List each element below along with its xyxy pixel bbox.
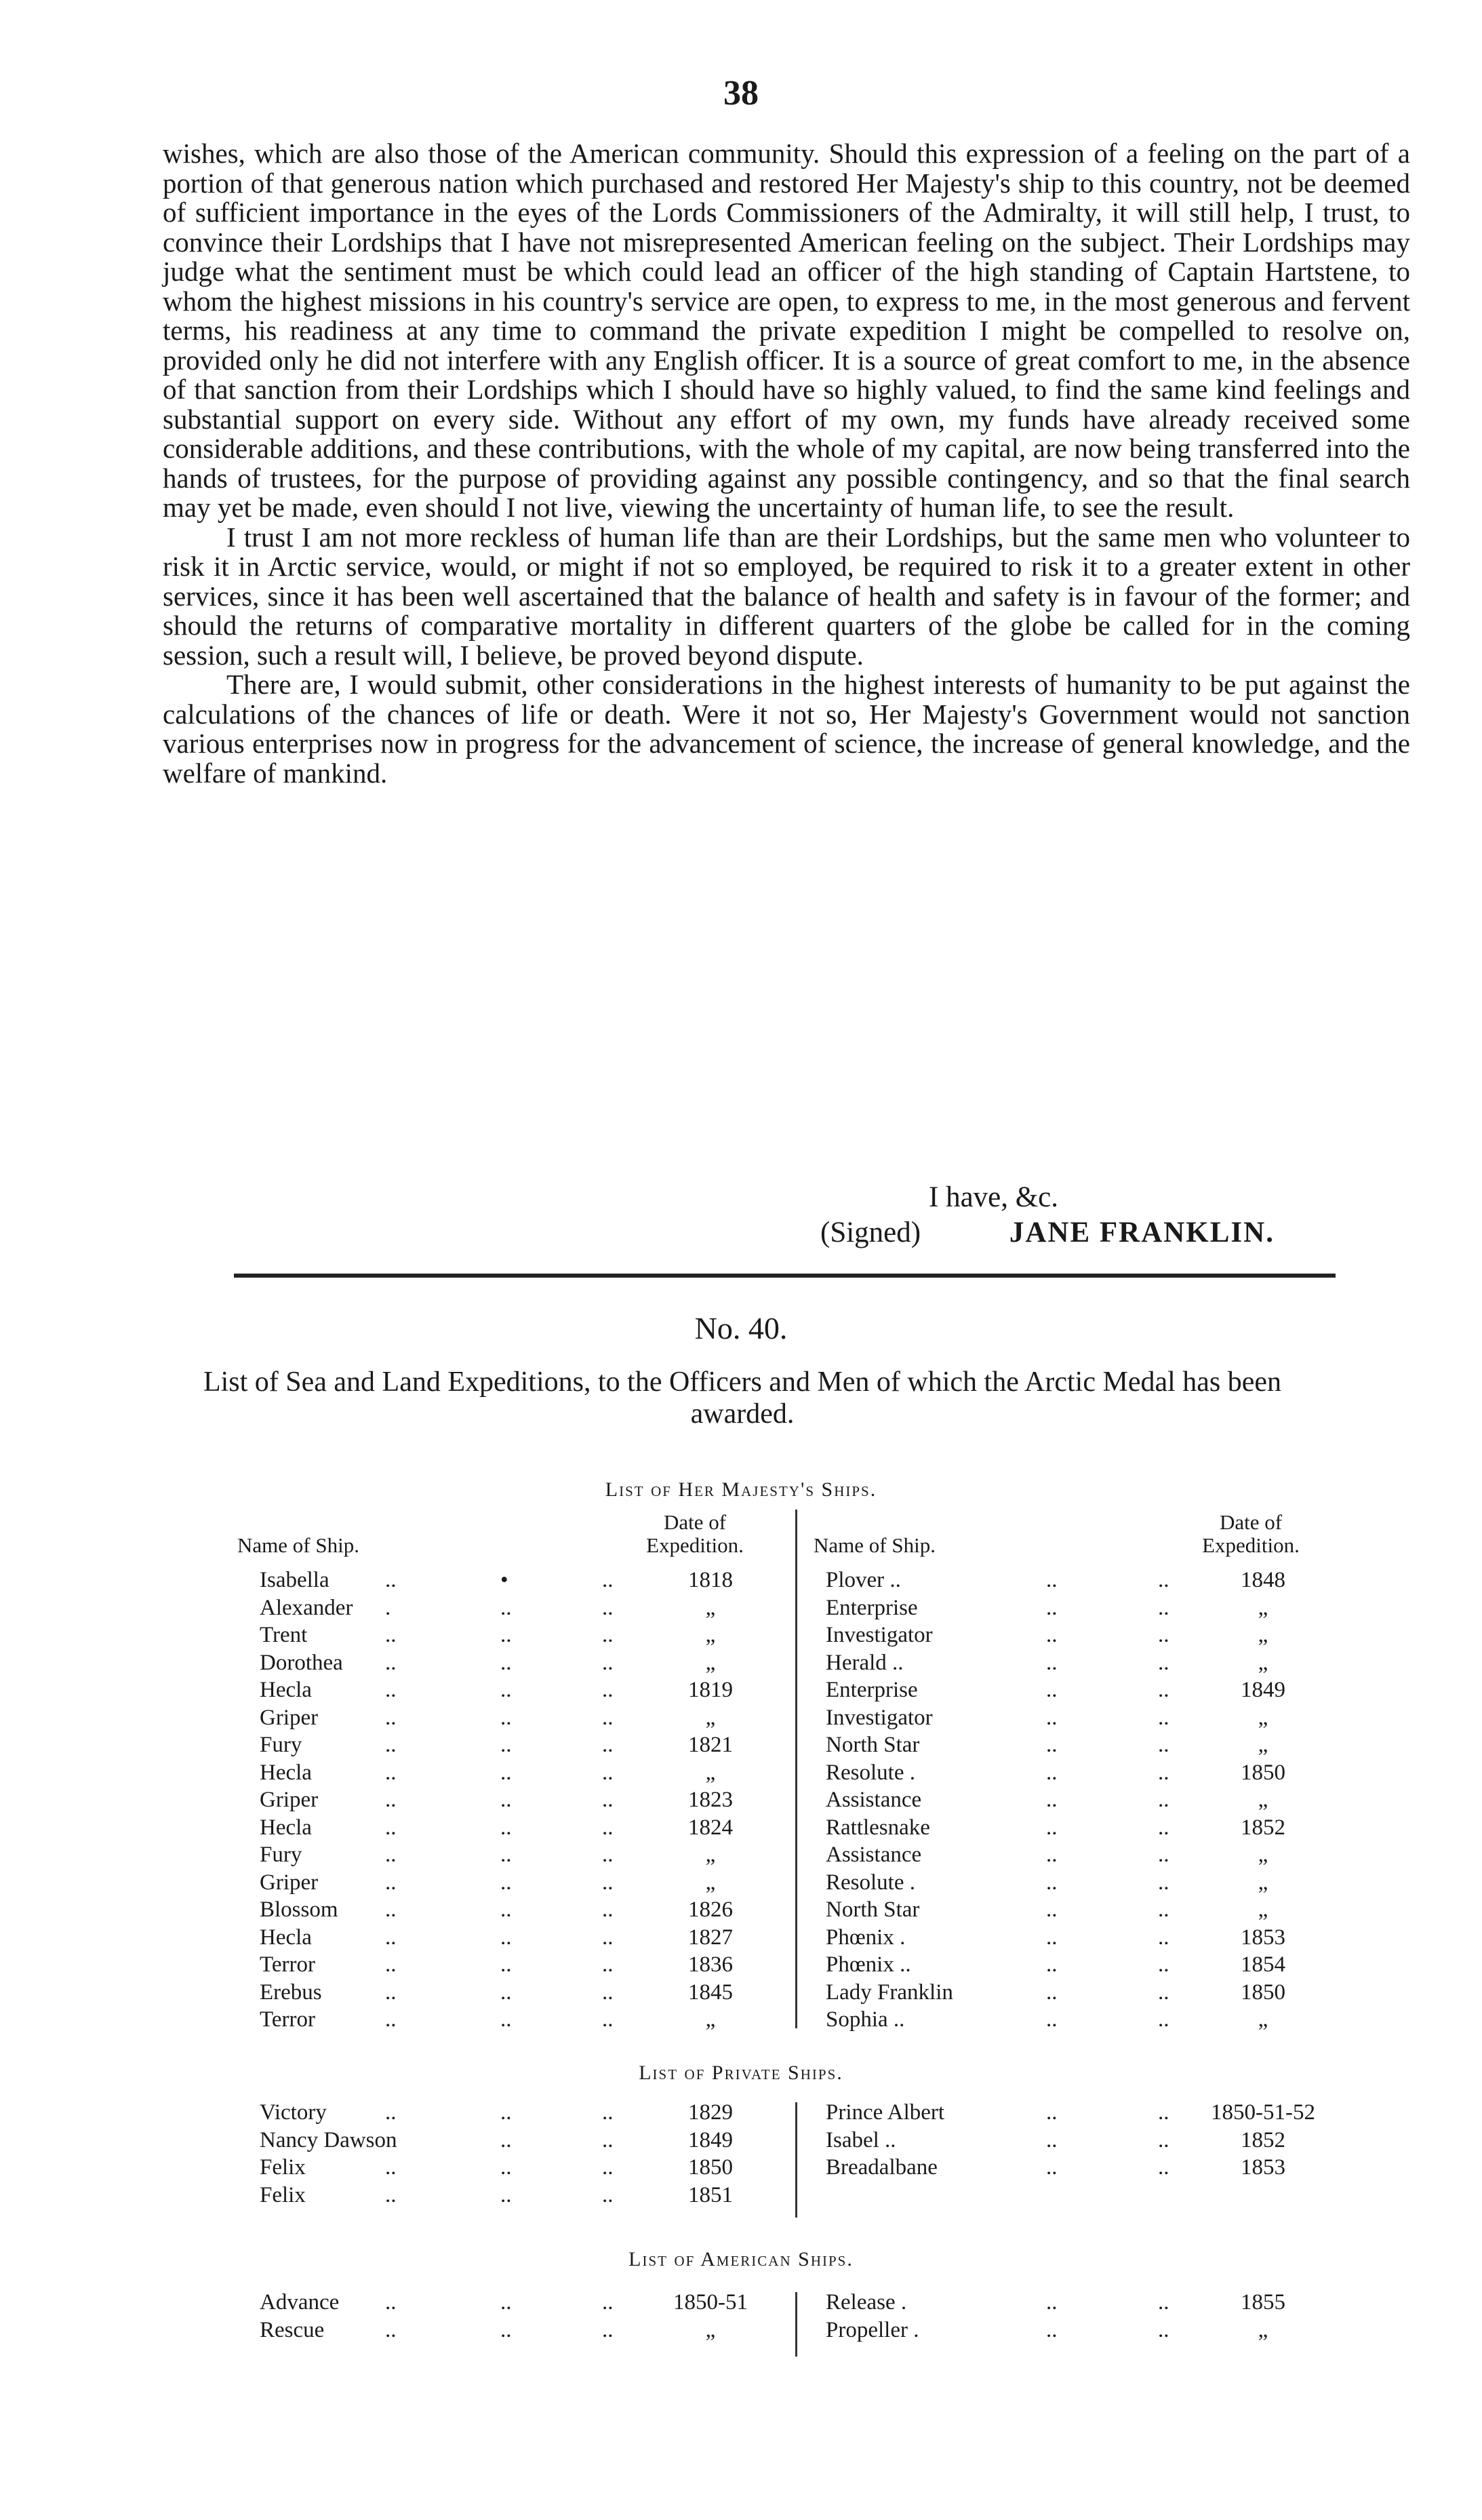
leader-dots: .. xyxy=(500,1870,512,1895)
leader-dots: .. xyxy=(602,1568,614,1592)
leader-dots: .. xyxy=(500,1788,512,1812)
table-row xyxy=(260,1567,761,1594)
table-row xyxy=(826,2317,1341,2344)
leader-dots: .. xyxy=(500,1815,512,1840)
leader-dots: .. xyxy=(500,1678,512,1702)
leader-dots: .. xyxy=(1046,2155,1058,2180)
leader-dots: .. xyxy=(1158,1733,1169,1757)
private-ships-left-list xyxy=(260,2099,761,2209)
ship-name: Hecla xyxy=(260,1815,312,1840)
table-row xyxy=(260,2006,761,2034)
ship-name: Phœnix .. xyxy=(826,1952,911,1977)
expedition-year: 1850 xyxy=(1241,1760,1285,1785)
leader-dots: .. xyxy=(602,1815,614,1840)
leader-dots: .. xyxy=(1158,1925,1169,1950)
expedition-year: 1853 xyxy=(1241,1925,1285,1950)
horizontal-rule xyxy=(234,1274,1336,1278)
ship-name: Hecla xyxy=(260,1678,312,1702)
ship-name: Fury xyxy=(260,1733,302,1757)
page-number: 38 xyxy=(723,74,759,113)
leader-dots: .. xyxy=(1046,1870,1058,1895)
expedition-year: „ xyxy=(705,2317,716,2342)
leader-dots: .. xyxy=(385,1788,397,1812)
table-row xyxy=(826,1649,1341,1677)
table-row xyxy=(826,1731,1341,1759)
ship-name: Prince Albert xyxy=(826,2100,945,2125)
expedition-year: „ xyxy=(705,1843,716,1867)
leader-dots: .. xyxy=(1158,1595,1169,1620)
leader-dots: .. xyxy=(602,2317,614,2342)
expedition-year: 1850 xyxy=(688,2155,733,2180)
table-row xyxy=(826,2099,1341,2127)
expedition-year: „ xyxy=(1258,1788,1268,1812)
leader-dots: .. xyxy=(602,2182,614,2207)
table-row xyxy=(260,1649,761,1677)
leader-dots: .. xyxy=(1046,2290,1058,2315)
leader-dots: .. xyxy=(385,1815,397,1840)
ship-name: North Star xyxy=(826,1733,920,1757)
ship-name: Enterprise xyxy=(826,1595,918,1620)
leader-dots: .. xyxy=(385,1623,397,1647)
expedition-year: „ xyxy=(705,1623,716,1647)
table-row xyxy=(260,1621,761,1649)
ship-name: Herald .. xyxy=(826,1650,904,1675)
expedition-year: „ xyxy=(705,1595,716,1620)
leader-dots: .. xyxy=(602,1870,614,1895)
leader-dots: .. xyxy=(1158,2007,1169,2032)
section-heading-american: List of American Ships. xyxy=(628,2248,854,2270)
leader-dots: .. xyxy=(1046,1815,1058,1840)
leader-dots: .. xyxy=(602,1897,614,1922)
expedition-year: 1852 xyxy=(1241,2127,1285,2152)
table-row xyxy=(260,1731,761,1759)
leader-dots: .. xyxy=(500,2127,512,2152)
ship-name: Nancy Dawson xyxy=(260,2127,397,2152)
expedition-year: „ xyxy=(705,1870,716,1895)
column-divider xyxy=(795,2292,797,2357)
signed-label: (Signed) xyxy=(820,1217,921,1248)
leader-dots: .. xyxy=(1046,1843,1058,1867)
leader-dots: .. xyxy=(1158,1678,1169,1702)
letter-body xyxy=(163,139,1410,788)
leader-dots: .. xyxy=(385,2182,397,2207)
ship-name: Griper xyxy=(260,1870,319,1895)
expedition-year: „ xyxy=(1258,1843,1268,1867)
leader-dots: .. xyxy=(385,2290,397,2315)
ship-name: Rattlesnake xyxy=(826,1815,930,1840)
expedition-year: 1829 xyxy=(688,2100,733,2125)
leader-dots: .. xyxy=(1046,1788,1058,1812)
leader-dots: .. xyxy=(500,1897,512,1922)
expedition-year: 1853 xyxy=(1241,2155,1285,2180)
ship-name: Investigator xyxy=(826,1623,933,1647)
ship-name: Isabella xyxy=(260,1568,329,1592)
section-heading-private: List of Private Ships. xyxy=(639,2062,843,2084)
ship-name: Assistance xyxy=(826,1788,922,1812)
expedition-year: 1848 xyxy=(1241,1568,1285,1592)
leader-dots: .. xyxy=(500,2155,512,2180)
ship-name: Release . xyxy=(826,2290,907,2315)
leader-dots: • xyxy=(500,1568,508,1592)
leader-dots: .. xyxy=(385,1650,397,1675)
table-row xyxy=(260,1676,761,1704)
table-row xyxy=(260,1704,761,1732)
leader-dots: .. xyxy=(602,2007,614,2032)
leader-dots: .. xyxy=(602,1705,614,1730)
leader-dots: .. xyxy=(1046,1650,1058,1675)
table-row xyxy=(260,1594,761,1622)
ship-name: Hecla xyxy=(260,1925,312,1950)
leader-dots: .. xyxy=(500,1623,512,1647)
signatory-name: JANE FRANKLIN. xyxy=(1009,1217,1275,1248)
leader-dots: .. xyxy=(500,1705,512,1730)
leader-dots: .. xyxy=(602,1733,614,1757)
leader-dots: .. xyxy=(602,1952,614,1977)
ship-name: Sophia .. xyxy=(826,2007,905,2032)
leader-dots: .. xyxy=(1158,1815,1169,1840)
leader-dots: .. xyxy=(385,2317,397,2342)
leader-dots: .. xyxy=(1158,1952,1169,1977)
table-row xyxy=(826,2127,1341,2154)
leader-dots: .. xyxy=(602,1925,614,1950)
leader-dots: .. xyxy=(1046,1897,1058,1922)
leader-dots: .. xyxy=(602,1650,614,1675)
leader-dots: .. xyxy=(1046,1760,1058,1785)
table-row xyxy=(826,1924,1341,1952)
expedition-year: „ xyxy=(1258,2317,1268,2342)
column-header-date-right xyxy=(1193,1511,1308,1557)
table-row xyxy=(260,1951,761,1979)
leader-dots: .. xyxy=(500,2290,512,2315)
leader-dots: .. xyxy=(1158,1705,1169,1730)
expedition-year: „ xyxy=(1258,1897,1268,1922)
expedition-year: „ xyxy=(705,1760,716,1785)
leader-dots: . xyxy=(385,1595,391,1620)
table-row xyxy=(260,1759,761,1787)
leader-dots: .. xyxy=(1046,1623,1058,1647)
ship-name: Victory xyxy=(260,2100,327,2125)
leader-dots: .. xyxy=(385,2007,397,2032)
leader-dots: .. xyxy=(1046,1568,1058,1592)
table-row xyxy=(260,1786,761,1814)
leader-dots: .. xyxy=(1046,1980,1058,2005)
expedition-year: „ xyxy=(705,2007,716,2032)
leader-dots: .. xyxy=(385,1733,397,1757)
table-row xyxy=(826,1814,1341,1842)
private-ships-right-list xyxy=(826,2099,1341,2182)
leader-dots: .. xyxy=(1158,2290,1169,2315)
leader-dots: .. xyxy=(1158,1760,1169,1785)
expedition-year: 1851 xyxy=(688,2182,733,2207)
table-row xyxy=(826,1869,1341,1897)
leader-dots: .. xyxy=(500,1760,512,1785)
american-ships-right-list xyxy=(826,2289,1341,2344)
leader-dots: .. xyxy=(602,2290,614,2315)
table-row xyxy=(826,1704,1341,1732)
expedition-year: 1850-51 xyxy=(673,2290,748,2315)
expedition-year: 1819 xyxy=(688,1678,733,1702)
table-row xyxy=(260,2099,761,2127)
expedition-year: 1849 xyxy=(1241,1678,1285,1702)
leader-dots: .. xyxy=(1158,1843,1169,1867)
expedition-year: 1826 xyxy=(688,1897,733,1922)
expedition-year: 1849 xyxy=(688,2127,733,2152)
expedition-year: 1850-51-52 xyxy=(1211,2100,1315,2125)
column-header-date-left xyxy=(641,1511,749,1557)
ship-name: Investigator xyxy=(826,1705,933,1730)
american-ships-left-list xyxy=(260,2289,761,2344)
leader-dots: .. xyxy=(385,1568,397,1592)
table-row xyxy=(260,1979,761,2007)
leader-dots: .. xyxy=(602,1595,614,1620)
expedition-year: „ xyxy=(1258,1870,1268,1895)
expedition-year: 1824 xyxy=(688,1815,733,1840)
leader-dots: .. xyxy=(602,1623,614,1647)
leader-dots: .. xyxy=(385,2155,397,2180)
column-header-name-left: Name of Ship. xyxy=(237,1533,359,1557)
expedition-year: 1850 xyxy=(1241,1980,1285,2005)
ship-name: Fury xyxy=(260,1843,302,1867)
leader-dots: .. xyxy=(385,1952,397,1977)
ship-name: Advance xyxy=(260,2290,340,2315)
leader-dots: .. xyxy=(500,2317,512,2342)
leader-dots: .. xyxy=(602,1788,614,1812)
ship-name: Phœnix . xyxy=(826,1925,906,1950)
leader-dots: .. xyxy=(602,1760,614,1785)
expedition-year: „ xyxy=(1258,1623,1268,1647)
ship-name: Griper xyxy=(260,1705,319,1730)
table-row xyxy=(826,1676,1341,1704)
expedition-year: „ xyxy=(1258,1705,1268,1730)
header-line: Date of xyxy=(1219,1510,1283,1534)
leader-dots: .. xyxy=(1158,1897,1169,1922)
leader-dots: .. xyxy=(500,2100,512,2125)
leader-dots: .. xyxy=(1046,1595,1058,1620)
leader-dots: .. xyxy=(1158,2317,1169,2342)
expedition-year: „ xyxy=(705,1650,716,1675)
ship-name: Felix xyxy=(260,2182,306,2207)
table-row xyxy=(826,1841,1341,1869)
leader-dots: .. xyxy=(1158,1980,1169,2005)
ship-name: Terror xyxy=(260,2007,315,2032)
table-row xyxy=(260,1869,761,1897)
leader-dots: .. xyxy=(385,1843,397,1867)
leader-dots: .. xyxy=(500,1595,512,1620)
leader-dots: .. xyxy=(500,1980,512,2005)
ship-name: Dorothea xyxy=(260,1650,343,1675)
expedition-year: 1818 xyxy=(688,1568,733,1592)
table-row xyxy=(260,1814,761,1842)
ship-name: Alexander xyxy=(260,1595,353,1620)
ship-name: Felix xyxy=(260,2155,306,2180)
leader-dots: .. xyxy=(385,2100,397,2125)
ship-name: Resolute . xyxy=(826,1760,915,1785)
paragraph: I trust I am not more reckless of human life than are their Lordships, but the same men who volunteer to risk it in Arctic service, would, or might if not so employed, be required to risk it to a greater extent in other services, since it has been well ascertained that the balance of health and safety is in favour of the former; and should the returns of comparative mortality in different quarters of the globe be called for in the coming session, such a result will, I believe, be proved beyond dispute. xyxy=(163,521,1410,671)
header-line: Expedition. xyxy=(646,1533,744,1557)
expedition-year: 1836 xyxy=(688,1952,733,1977)
table-row xyxy=(826,1567,1341,1594)
leader-dots: .. xyxy=(1046,1705,1058,1730)
table-row xyxy=(826,2006,1341,2034)
leader-dots: .. xyxy=(385,1980,397,2005)
ship-name: Griper xyxy=(260,1788,319,1812)
leader-dots: .. xyxy=(1158,1788,1169,1812)
section-heading-majesty: List of Her Majesty's Ships. xyxy=(605,1478,877,1501)
leader-dots: .. xyxy=(500,1733,512,1757)
table-row xyxy=(826,1786,1341,1814)
leader-dots: .. xyxy=(1046,1925,1058,1950)
table-row xyxy=(260,1896,761,1924)
ship-name: Blossom xyxy=(260,1897,338,1922)
leader-dots: .. xyxy=(1158,1568,1169,1592)
leader-dots: .. xyxy=(1158,2127,1169,2152)
table-row xyxy=(260,2182,761,2209)
leader-dots: .. xyxy=(385,1925,397,1950)
majesty-ships-right-list xyxy=(826,1567,1341,2034)
header-line: Date of xyxy=(663,1510,727,1534)
table-row xyxy=(260,2289,761,2317)
leader-dots: .. xyxy=(602,1843,614,1867)
leader-dots: .. xyxy=(1046,2007,1058,2032)
expedition-year: „ xyxy=(1258,1650,1268,1675)
ship-name: Resolute . xyxy=(826,1870,915,1895)
table-row xyxy=(260,2154,761,2182)
table-row xyxy=(826,2289,1341,2317)
table-row xyxy=(260,2127,761,2154)
column-header-name-right: Name of Ship. xyxy=(814,1533,936,1557)
leader-dots: .. xyxy=(500,1843,512,1867)
expedition-year: „ xyxy=(1258,2007,1268,2032)
ship-name: Propeller . xyxy=(826,2317,919,2342)
ship-name: Breadalbane xyxy=(826,2155,938,2180)
leader-dots: .. xyxy=(1158,1650,1169,1675)
ship-name: North Star xyxy=(826,1897,920,1922)
leader-dots: .. xyxy=(602,1980,614,2005)
expedition-year: „ xyxy=(1258,1733,1268,1757)
leader-dots: .. xyxy=(602,1678,614,1702)
table-row xyxy=(826,1896,1341,1924)
document-number: No. 40. xyxy=(694,1311,788,1345)
table-row xyxy=(826,1951,1341,1979)
table-row xyxy=(260,1841,761,1869)
expedition-year: 1855 xyxy=(1241,2290,1285,2315)
table-row xyxy=(826,1759,1341,1787)
expedition-year: 1827 xyxy=(688,1925,733,1950)
table-row xyxy=(826,1621,1341,1649)
ship-name: Hecla xyxy=(260,1760,312,1785)
paragraph: wishes, which are also those of the American community. Should this expression of a feeling on the part of a portion of that generous nation which purchased and restored Her Majesty's ship to this country, not be deemed of sufficient importance in the eyes of the Lords Commissioners of the Admiralty, it will still help, I trust, to convince their Lordships that I have not misrepresented American feeling on the subject. Their Lordships may judge what the sentiment must be which could lead an officer of the high standing of Captain Hartstene, to whom the highest missions in his country's service are open, to express to me, in the most generous and fervent terms, his readiness at any time to command the private expedition I might be compelled to resolve on, provided only he did not interfere with any English officer. It is a source of great comfort to me, in the absence of that sanction from their Lordships which I should have so highly valued, to find the same kind feelings and substantial support on every side. Without any effort of my own, my funds have already received some considerable additions, and these contributions, with the whole of my capital, are now being transferred into the hands of trustees, for the purpose of providing against any possible contingency, and so that the final search may yet be made, even should I not live, viewing the uncertainty of human life, to see the result. xyxy=(163,138,1410,523)
ship-name: Enterprise xyxy=(826,1678,918,1702)
leader-dots: .. xyxy=(1046,2317,1058,2342)
leader-dots: .. xyxy=(385,1705,397,1730)
leader-dots: .. xyxy=(602,2155,614,2180)
leader-dots: .. xyxy=(500,2007,512,2032)
leader-dots: .. xyxy=(500,1650,512,1675)
ship-name: Terror xyxy=(260,1952,315,1977)
ship-name: Plover .. xyxy=(826,1568,901,1592)
leader-dots: .. xyxy=(385,1760,397,1785)
expedition-year: 1821 xyxy=(688,1733,733,1757)
leader-dots: .. xyxy=(1158,1870,1169,1895)
leader-dots: .. xyxy=(385,1870,397,1895)
paragraph: There are, I would submit, other considerations in the highest interests of humanity to be put against the calculations of the chances of life or death. Were it not so, Her Majesty's Government would not sanction various enterprises now in progress for the advancement of science, the increase of general knowledge, and the welfare of mankind. xyxy=(163,669,1410,789)
ship-name: Rescue xyxy=(260,2317,325,2342)
ship-name: Assistance xyxy=(826,1843,922,1867)
ship-name: Isabel .. xyxy=(826,2127,896,2152)
expedition-year: 1845 xyxy=(688,1980,733,2005)
letter-closing xyxy=(820,1180,1430,1251)
leader-dots: .. xyxy=(1158,1623,1169,1647)
signature-line xyxy=(820,1215,1430,1251)
ship-name: Lady Franklin xyxy=(826,1980,953,2005)
ship-name: Erebus xyxy=(260,1980,322,2005)
majesty-ships-left-list xyxy=(260,1567,761,2034)
leader-dots: .. xyxy=(602,2100,614,2125)
table-row xyxy=(260,1924,761,1952)
column-divider xyxy=(795,2102,797,2218)
leader-dots: .. xyxy=(1046,1952,1058,1977)
header-line: Expedition. xyxy=(1202,1533,1300,1557)
leader-dots: .. xyxy=(1158,2155,1169,2180)
table-row xyxy=(826,2154,1341,2182)
leader-dots: .. xyxy=(500,1952,512,1977)
leader-dots: .. xyxy=(1046,1678,1058,1702)
expedition-year: „ xyxy=(705,1705,716,1730)
leader-dots: .. xyxy=(385,1678,397,1702)
leader-dots: .. xyxy=(1046,2127,1058,2152)
table-row xyxy=(826,1594,1341,1622)
ship-name: Trent xyxy=(260,1623,308,1647)
column-divider xyxy=(795,1510,797,2028)
leader-dots: .. xyxy=(1158,2100,1169,2125)
expedition-year: „ xyxy=(1258,1595,1268,1620)
table-row xyxy=(260,2317,761,2344)
leader-dots: .. xyxy=(500,2182,512,2207)
expedition-year: 1823 xyxy=(688,1788,733,1812)
closing-salutation: I have, &c. xyxy=(929,1181,1059,1213)
expedition-year: 1854 xyxy=(1241,1952,1285,1977)
expedition-year: 1852 xyxy=(1241,1815,1285,1840)
leader-dots: .. xyxy=(1046,2100,1058,2125)
leader-dots: .. xyxy=(500,1925,512,1950)
leader-dots: .. xyxy=(1046,1733,1058,1757)
leader-dots: .. xyxy=(602,2127,614,2152)
leader-dots: .. xyxy=(385,1897,397,1922)
list-title: List of Sea and Land Expeditions, to the Officers and Men of which the Arctic Medal has been awarded. xyxy=(203,1366,1282,1430)
table-row xyxy=(826,1979,1341,2007)
